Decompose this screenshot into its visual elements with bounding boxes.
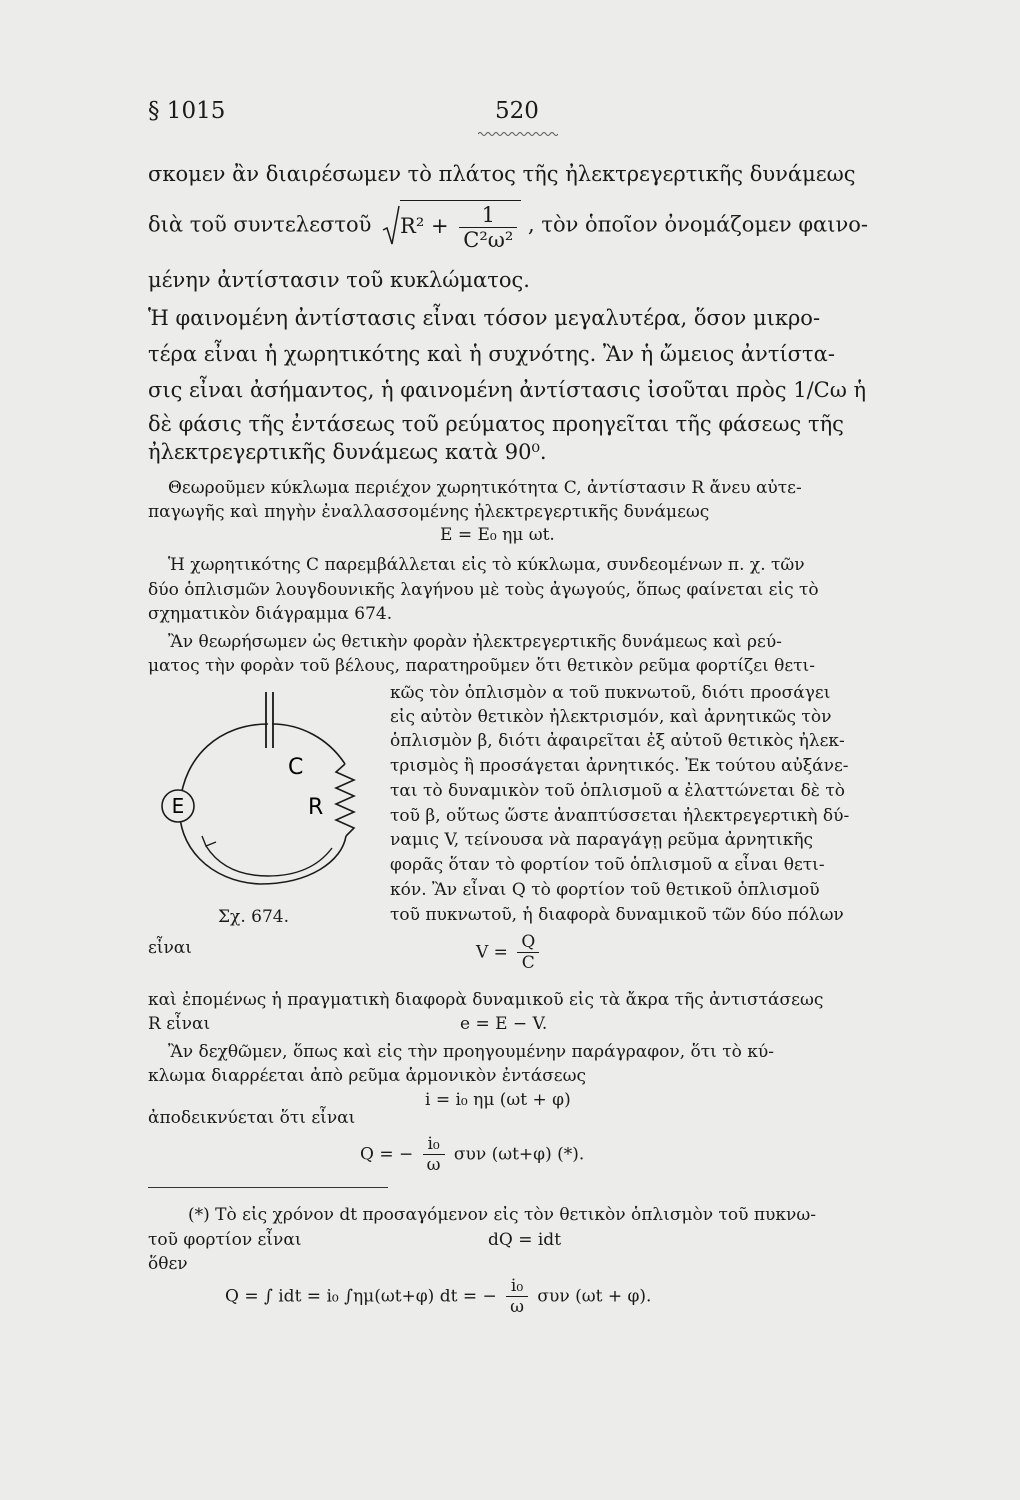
- resistor-label: R: [308, 795, 324, 820]
- footnote-line: τοῦ φορτίον εἶναι: [148, 1230, 302, 1250]
- footnote-final-equation: Q = ∫ idt = i₀ ∫ημ(ωt+φ) dt = − $\frac{\text{i₀}}{\omega}$ συν (ωt + φ).: [225, 1276, 652, 1317]
- wrap-line: τρισμὸς ἢ προσάγεται ἀρνητικός. Ἐκ τούτου αὐξάνε-: [390, 756, 849, 776]
- text-line: Ἡ φαινομένη ἀντίστασις εἶναι τόσον μεγαλυτέρα, ὅσον μικρο-: [148, 306, 821, 330]
- sqrt-expression: R² + $\frac{1}{\text{C²ω²}}$: [382, 200, 521, 252]
- text-line: Θεωροῦμεν κύκλωμα περιέχον χωρητικότητα C, ἀντίστασιν R ἄνευ αὐτε-: [168, 478, 802, 498]
- wrap-line: εἰς αὐτὸν θετικὸν ἠλεκτρισμόν, καὶ ἀρνητικῶς τὸν: [390, 707, 832, 727]
- figure-caption: Σχ. 674.: [218, 907, 289, 927]
- text-line: κλωμα διαρρέεται ἀπὸ ρεῦμα ἁρμονικὸν ἐντάσεως: [148, 1066, 586, 1086]
- source-label: E: [171, 794, 185, 818]
- text-line: δὲ φάσις τῆς ἐντάσεως τοῦ ρεύματος προηγεῖται τῆς φάσεως τῆς: [148, 412, 844, 436]
- wrap-line: ται τὸ δυναμικὸν τοῦ ὁπλισμοῦ α ἐλαττώνεται δὲ τὸ: [390, 781, 845, 801]
- equation-q: Q = − $\frac{\text{i₀}}{\omega}$ συν (ωt+φ) (*).: [360, 1134, 585, 1175]
- circuit-wire-bottom: [260, 836, 346, 884]
- text-line: Ἡ χωρητικότης C παρεμβάλλεται εἰς τὸ κύκλωμα, συνδεομένων π. χ. τῶν: [168, 555, 805, 575]
- text-line: ἠλεκτρεγερτικῆς δυνάμεως κατὰ 90⁰.: [148, 440, 547, 464]
- text-line: ἀποδεικνύεται ὅτι εἶναι: [148, 1108, 356, 1128]
- text-line-formula: διὰ τοῦ συντελεστοῦ R² + $\frac{1}{\text{C²ω²}}$ , τὸν ὁποῖον ὀνομάζομεν φαινο-: [148, 200, 868, 252]
- equation: e = E − V.: [460, 1014, 548, 1034]
- text-line: σκομεν ἂν διαιρέσωμεν τὸ πλάτος τῆς ἠλεκτρεγερτικῆς δυνάμεως: [148, 162, 856, 186]
- wrap-line: τοῦ β, οὕτως ὥστε ἀναπτύσσεται ἠλεκτρεγερτικὴ δύ-: [390, 806, 850, 826]
- footnote-rule: [148, 1187, 388, 1188]
- current-arrow-head: [202, 836, 216, 846]
- resistor-symbol: [336, 764, 354, 836]
- footnote-line: ὅθεν: [148, 1254, 188, 1274]
- text-line: εἶναι: [148, 938, 192, 958]
- current-arrow-arc: [206, 846, 332, 876]
- equation-v: V = $\frac{Q}{C}$: [476, 932, 543, 973]
- wrap-line: τοῦ πυκνωτοῦ, ἡ διαφορὰ δυναμικοῦ τῶν δύο πόλων: [390, 905, 844, 925]
- wrap-line: κῶς τὸν ὁπλισμὸν α τοῦ πυκνωτοῦ, διότι προσάγει: [390, 683, 831, 703]
- text-line: δύο ὁπλισμῶν λουγδουνικῆς λαγήνου μὲ τοὺς ἀγωγούς, ὅπως φαίνεται εἰς τὸ: [148, 580, 819, 600]
- circuit-diagram: [150, 686, 380, 906]
- text-line: μένην ἀντίστασιν τοῦ κυκλώματος.: [148, 268, 530, 292]
- page-number-underline: [478, 130, 558, 138]
- wrap-line: κόν. Ἂν εἶναι Q τὸ φορτίον τοῦ θετικοῦ ὁπλισμοῦ: [390, 880, 820, 900]
- text-line: καὶ ἐπομένως ἡ πραγματικὴ διαφορὰ δυναμικοῦ εἰς τὰ ἄκρα τῆς ἀντιστάσεως: [148, 990, 824, 1010]
- text-line: παγωγῆς καὶ πηγὴν ἐναλλασσομένης ἠλεκτρεγερτικῆς δυνάμεως: [148, 502, 710, 522]
- section-number: § 1015: [148, 98, 226, 124]
- footnote-equation: dQ = idt: [488, 1230, 562, 1250]
- page-number: 520: [495, 98, 539, 124]
- text-line: τέρα εἶναι ἡ χωρητικότης καὶ ἡ συχνότης. Ἂν ἡ ὤμειος ἀντίστα-: [148, 342, 835, 366]
- footnote-line: (*) Τὸ εἰς χρόνον dt προσαγόμενον εἰς τὸν θετικὸν ὁπλισμὸν τοῦ πυκνω-: [188, 1205, 816, 1225]
- circuit-wire-top: [272, 724, 345, 764]
- text-line: Ἂν θεωρήσωμεν ὡς θετικὴν φορὰν ἠλεκτρεγερτικῆς δυνάμεως καὶ ρεύ-: [168, 632, 782, 652]
- capacitor-label: C: [288, 755, 304, 780]
- text-line: ματος τὴν φορὰν τοῦ βέλους, παρατηροῦμεν ὅτι θετικὸν ρεῦμα φορτίζει θετι-: [148, 656, 815, 676]
- wrap-line: ὁπλισμὸν β, διότι ἀφαιρεῖται ἐξ αὐτοῦ θετικὸς ἠλεκ-: [390, 731, 845, 751]
- equation: E = E₀ ημ ωt.: [440, 525, 555, 545]
- text-line: Ἂν δεχθῶμεν, ὅπως καὶ εἰς τὴν προηγουμένην παράγραφον, ὅτι τὸ κύ-: [168, 1042, 774, 1062]
- equation: i = i₀ ημ (ωt + φ): [425, 1090, 571, 1110]
- sqrt-sign: [382, 204, 400, 248]
- wrap-line: ναμις V, τείνουσα νὰ παραγάγῃ ρεῦμα ἀρνητικῆς: [390, 830, 814, 850]
- text-line: σχηματικὸν διάγραμμα 674.: [148, 604, 393, 624]
- text-line: R εἶναι: [148, 1014, 211, 1034]
- wrap-line: φορᾶς ὅταν τὸ φορτίον τοῦ ὁπλισμοῦ α εἶναι θετι-: [390, 855, 825, 875]
- text-line: σις εἶναι ἀσήμαντος, ἡ φαινομένη ἀντίστασις ἰσοῦται πρὸς 1/Cω ἡ: [148, 378, 867, 402]
